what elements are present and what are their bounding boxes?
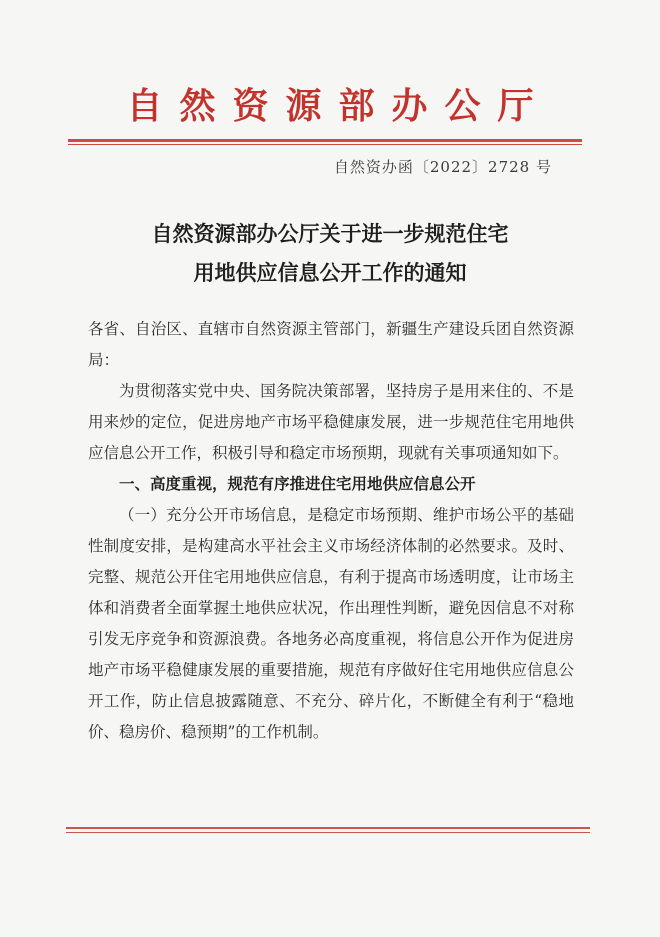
header-red-rule — [68, 139, 582, 142]
document-number: 自然资办函〔2022〕2728 号 — [333, 158, 552, 176]
footer-red-rule-thin — [66, 832, 590, 833]
document-title — [70, 215, 590, 293]
footer-red-rule — [66, 827, 590, 829]
header-red-rule-thin — [68, 144, 582, 145]
addressee: 各省、自治区、直辖市自然资源主管部门，新疆生产建设兵团自然资源局： — [88, 320, 574, 369]
intro-paragraph: 为贯彻落实党中央、国务院决策部署，坚持房子是用来住的、不是用来炒的定位，促进房地产市场平稳健康发展，进一步规范住宅用地供应信息公开工作，积极引导和稳定市场预期，现就有关事项通知如下。 — [88, 382, 574, 462]
title-line-1: 自然资源部办公厅关于进一步规范住宅 — [151, 222, 509, 246]
issuing-agency-header: 自然资源部办公厅 — [126, 85, 551, 127]
section-heading: 一、高度重视，规范有序推进住宅用地供应信息公开 — [119, 475, 476, 493]
title-line-2: 用地供应信息公开工作的通知 — [193, 261, 467, 285]
section-paragraph: （一）充分公开市场信息，是稳定市场预期、维护市场公平的基础性制度安排，是构建高水平社会主义市场经济体制的必然要求。及时、完整、规范公开住宅用地供应信息，有利于提高市场透明度，让市场主体和消费者全面掌握土地供应状况，作出理性判断，避免因信息不对称引发无序竞争和资源浪费。各地务必高度重视，将信息公开作为促进房地产市场平稳健康发展的重要措施，规范有序做好住宅用地供应信息公开工作，防止信息披露随意、不充分、碎片化，不断健全有利于“稳地价、稳房价、稳预期”的工作机制。 — [88, 506, 574, 741]
document-body — [88, 314, 574, 748]
